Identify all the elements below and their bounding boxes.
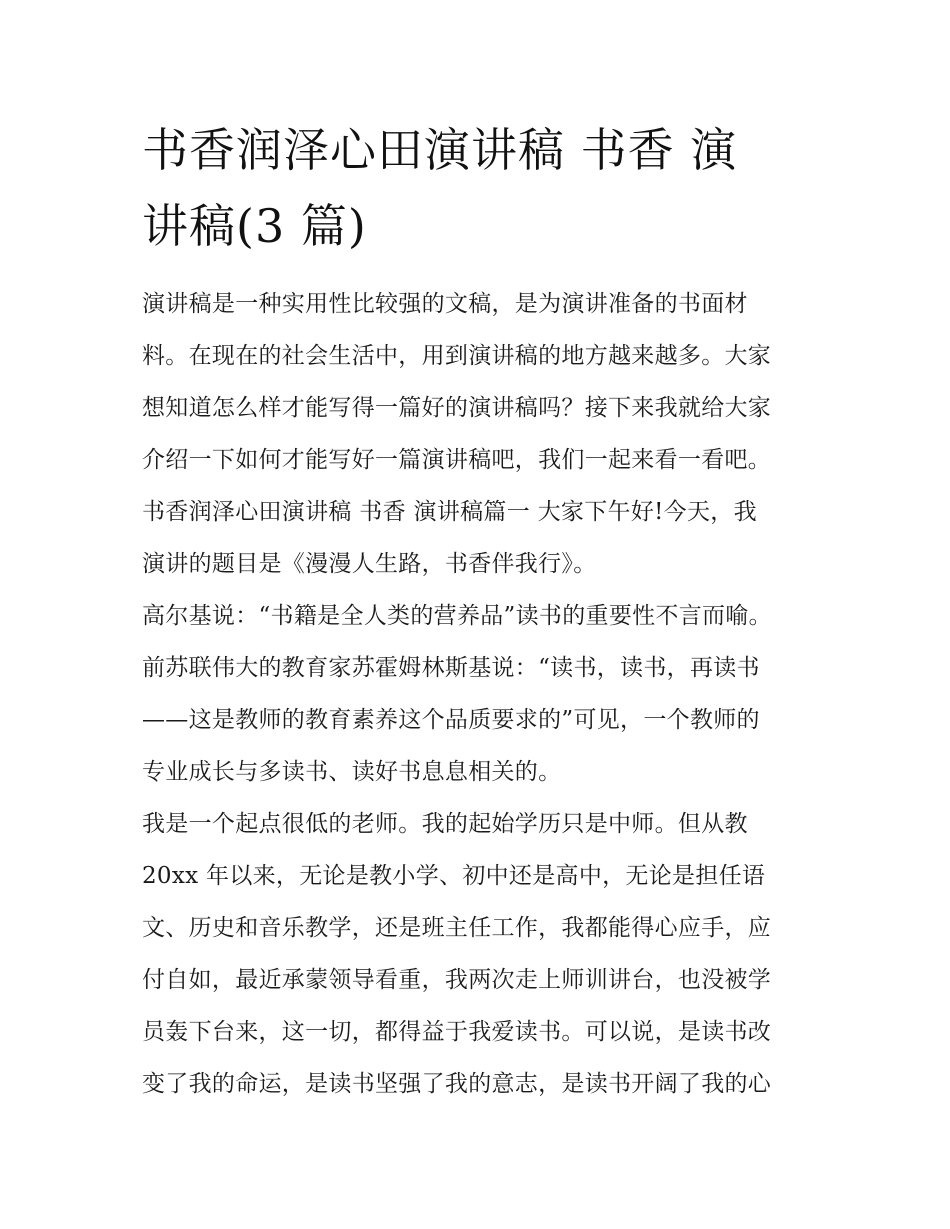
title-line-1: 书香润泽心田演讲稿 书香 演 — [142, 123, 738, 177]
body-line: 书香润泽心田演讲稿 书香 演讲稿篇一 大家下午好!今天，我 — [142, 499, 757, 525]
body-line: 文、历史和音乐教学，还是班主任工作，我都能得心应手，应 — [142, 915, 772, 941]
body-line: 我是一个起点很低的老师。我的起始学历只是中师。但从教 — [142, 811, 748, 837]
title-line-2: 讲稿(3 篇) — [142, 199, 367, 253]
body-line: 演讲的题目是《漫漫人生路，书香伴我行》。 — [142, 551, 597, 577]
body-line: 高尔基说：“书籍是全人类的营养品”读书的重要性不言而喻。 — [142, 603, 772, 629]
body-line: 料。在现在的社会生活中，用到演讲稿的地方越来越多。大家 — [142, 343, 772, 369]
body-line: 前苏联伟大的教育家苏霍姆林斯基说：“读书，读书，再读书 — [142, 655, 760, 681]
body-line: 介绍一下如何才能写好一篇演讲稿吧，我们一起来看一看吧。 — [142, 447, 772, 473]
body-line: 员轰下台来，这一切，都得益于我爱读书。可以说，是读书改 — [142, 1019, 772, 1045]
document-body — [142, 278, 818, 1110]
document-title — [142, 112, 842, 264]
body-line: 想知道怎么样才能写得一篇好的演讲稿吗？接下来我就给大家 — [142, 395, 772, 421]
body-line: 20xx 年以来，无论是教小学、初中还是高中，无论是担任语 — [142, 863, 766, 889]
body-line: 演讲稿是一种实用性比较强的文稿，是为演讲准备的书面材 — [142, 291, 748, 317]
body-line: 专业成长与多读书、读好书息息相关的。 — [142, 759, 562, 785]
body-line: 变了我的命运，是读书坚强了我的意志，是读书开阔了我的心 — [142, 1071, 772, 1097]
body-line: ——这是教师的教育素养这个品质要求的”可见，一个教师的 — [142, 707, 760, 733]
body-line: 付自如，最近承蒙领导看重，我两次走上师训讲台，也没被学 — [142, 967, 772, 993]
